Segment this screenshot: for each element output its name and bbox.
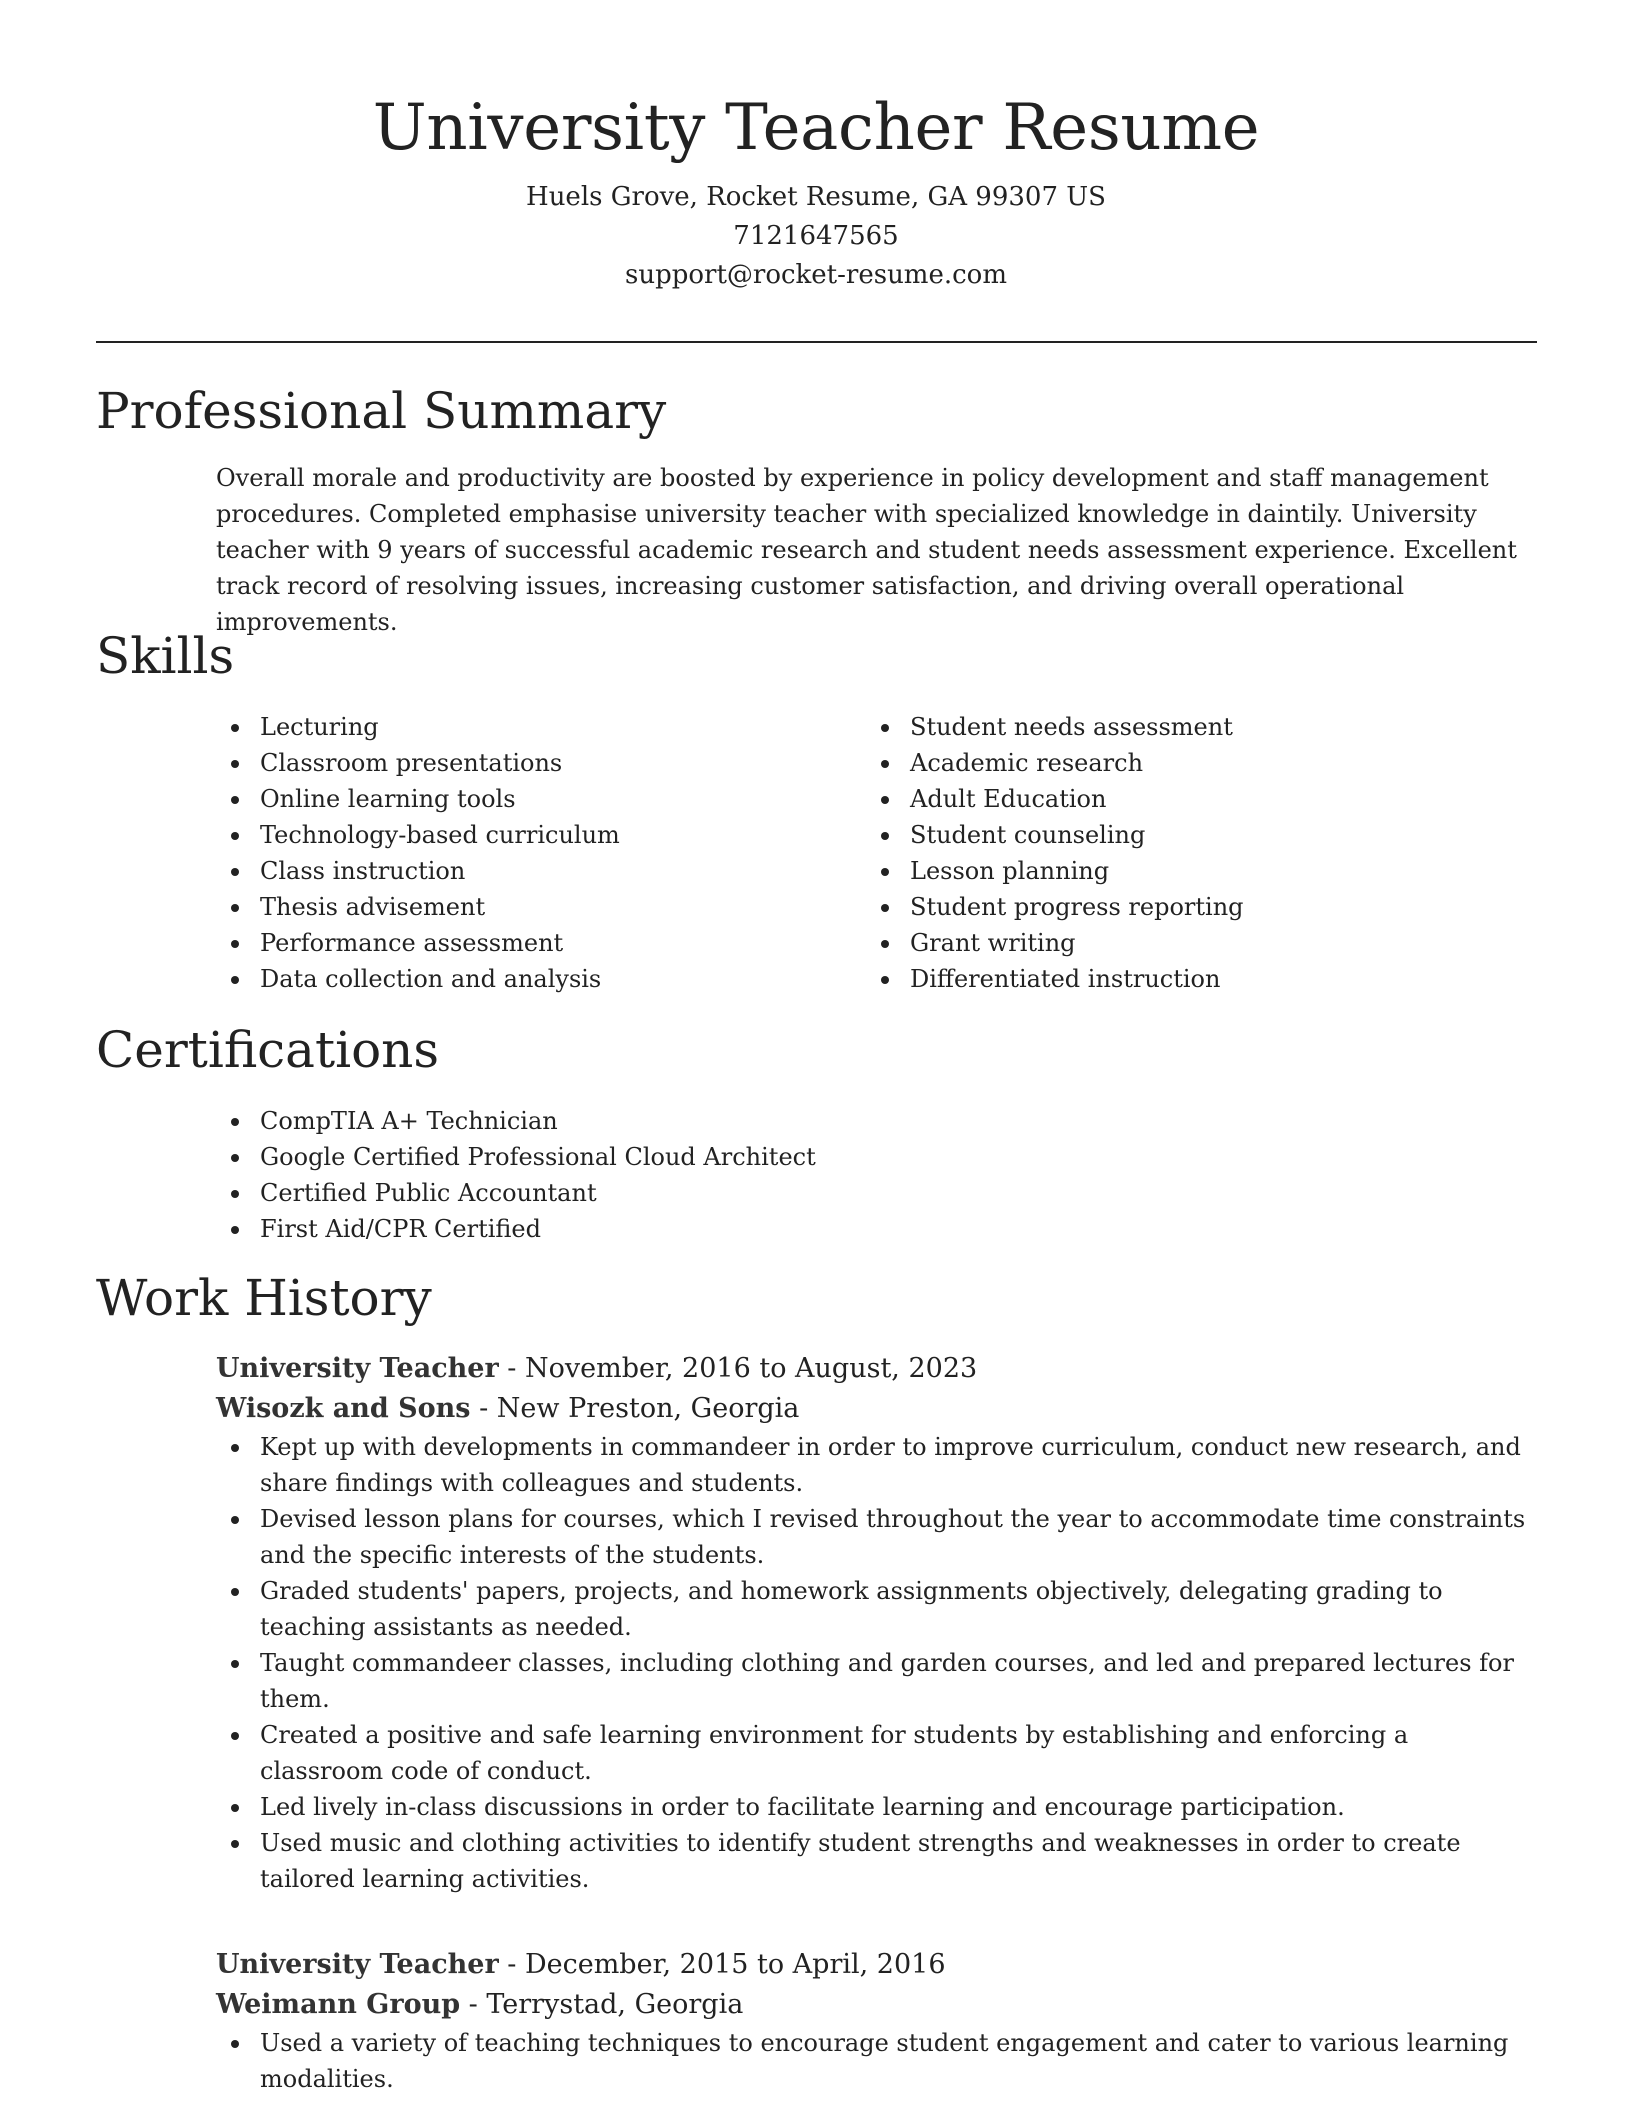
skill-item: Performance assessment (216, 925, 816, 961)
skills-heading: Skills (96, 627, 235, 685)
skill-item: Adult Education (866, 781, 1506, 817)
job-duty: Used a variety of teaching techniques to encourage student engagement and cater to various learning modalities. (216, 2025, 1536, 2097)
job-duty: Graded students' papers, projects, and homework assignments objectively, delegating grading to teaching assistants as needed. (216, 1573, 1536, 1645)
skill-item: Student counseling (866, 817, 1506, 853)
job-dates: - December, 2015 to April, 2016 (498, 1949, 946, 1980)
job-title-line (216, 1349, 1536, 1389)
certifications-heading: Certifications (96, 1021, 440, 1079)
work-history-heading: Work History (96, 1269, 432, 1327)
skill-item: Student needs assessment (866, 709, 1506, 745)
certifications-list (216, 1103, 1516, 1247)
skill-item: Class instruction (216, 853, 816, 889)
job-title-line (216, 1945, 1536, 1985)
contact-address: Huels Grove, Rocket Resume, GA 99307 US (526, 182, 1106, 212)
certification-item: Google Certified Professional Cloud Architect (216, 1139, 1516, 1175)
header-divider (96, 341, 1537, 343)
job-company: Wisozk and Sons (216, 1393, 471, 1424)
skill-item: Differentiated instruction (866, 961, 1506, 997)
job-entry (216, 1349, 1536, 1897)
contact-phone: 7121647565 (733, 221, 899, 251)
job-title: University Teacher (216, 1949, 499, 1980)
job-duty: Created a positive and safe learning environment for students by establishing and enforcing a classroom code of conduct. (216, 1717, 1536, 1789)
job-duty: Led lively in-class discussions in order to facilitate learning and encourage participation. (216, 1789, 1536, 1825)
skill-item: Lesson planning (866, 853, 1506, 889)
certification-item: CompTIA A+ Technician (216, 1103, 1516, 1139)
skill-item: Student progress reporting (866, 889, 1506, 925)
job-title: University Teacher (216, 1353, 499, 1384)
certification-item: First Aid/CPR Certified (216, 1211, 1516, 1247)
summary-text: Overall morale and productivity are boosted by experience in policy development and staff management procedures. Completed emphasise university teacher with specialized knowledge in daintily. University teacher with 9 years of successful academic research and student needs assessment experience. Excellent track record of resolving issues, increasing customer satisfaction, and driving overall operational improvements. (216, 464, 1517, 636)
job-entry (216, 1945, 1536, 2097)
skill-item: Academic research (866, 745, 1506, 781)
certification-item: Certified Public Accountant (216, 1175, 1516, 1211)
job-company: Weimann Group (216, 1989, 461, 2020)
skill-item: Technology-based curriculum (216, 817, 816, 853)
job-duty: Devised lesson plans for courses, which I revised throughout the year to accommodate time constraints and the specific interests of the students. (216, 1501, 1536, 1573)
skill-item: Classroom presentations (216, 745, 816, 781)
contact-email: support@rocket-resume.com (624, 260, 1007, 290)
job-location: - New Preston, Georgia (470, 1393, 800, 1424)
skill-item: Online learning tools (216, 781, 816, 817)
job-duty: Used music and clothing activities to identify student strengths and weaknesses in order to create tailored learning activities. (216, 1825, 1536, 1897)
skill-item: Data collection and analysis (216, 961, 816, 997)
resume-header (96, 80, 1536, 295)
skills-list-left (216, 709, 816, 997)
job-dates: - November, 2016 to August, 2023 (498, 1353, 978, 1384)
job-company-line (216, 1985, 1536, 2025)
job-duties-list (216, 1429, 1536, 1897)
job-duty: Taught commandeer classes, including clothing and garden courses, and led and prepared lectures for them. (216, 1645, 1536, 1717)
skill-item: Grant writing (866, 925, 1506, 961)
resume-title: University Teacher Resume (372, 91, 1260, 165)
job-duties-list (216, 2025, 1536, 2097)
job-company-line (216, 1389, 1536, 1429)
skills-list-right (866, 709, 1506, 997)
job-duty: Kept up with developments in commandeer in order to improve curriculum, conduct new research, and share findings with colleagues and students. (216, 1429, 1536, 1501)
skill-item: Thesis advisement (216, 889, 816, 925)
summary-heading: Professional Summary (96, 382, 667, 440)
skill-item: Lecturing (216, 709, 816, 745)
job-location: - Terrystad, Georgia (460, 1989, 744, 2020)
